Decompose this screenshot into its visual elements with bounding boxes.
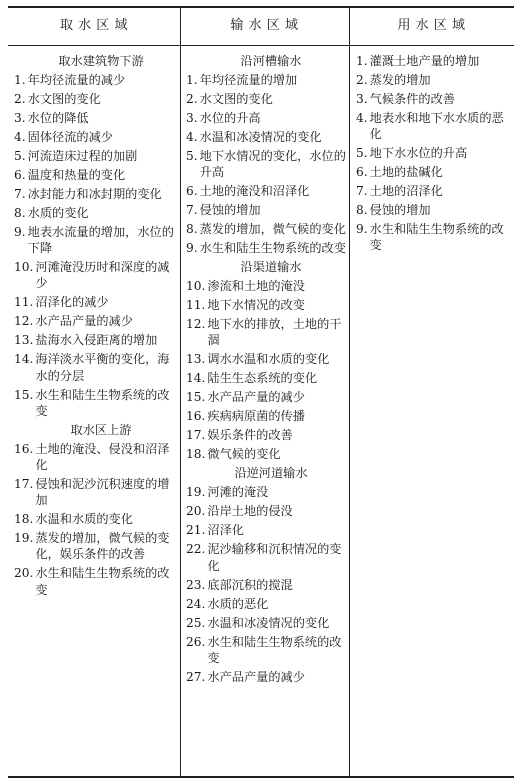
item-number: 9. [356,222,368,237]
list-item [186,72,346,88]
list-item [356,145,512,161]
item-text: 水生和陆生生物系统的改变 [199,241,346,256]
item-number: 16. [14,441,34,456]
item-number: 1. [356,54,368,68]
item-number: 3. [186,111,198,125]
list-item [14,511,178,527]
list-item [356,183,512,199]
list-item [186,370,346,386]
list-item [14,441,178,473]
list-item [356,91,512,107]
item-number: 27. [186,669,206,684]
table-top-rule [8,6,514,8]
column-divider-1 [180,7,181,776]
list-item [186,615,346,631]
item-number: 4. [356,111,368,125]
list-item [356,53,512,69]
item-text: 冰封能力和冰封期的变化 [27,187,162,201]
item-text: 侵蚀和泥沙沉积速度的增加 [35,477,170,508]
item-text: 水位的降低 [27,111,89,125]
list-item [186,577,346,593]
item-number: 18. [14,512,34,527]
list-item [14,476,178,508]
item-text: 水产品产量的减少 [35,314,133,329]
list-item [186,408,346,424]
section-subheading: 沿渠道输水 [240,260,302,275]
list-item [356,72,512,88]
item-text: 固体径流的减少 [27,130,113,144]
table-bottom-rule [8,776,514,778]
item-number: 11. [14,295,34,310]
item-number: 15. [186,390,206,405]
item-number: 4. [186,130,198,144]
item-number: 23. [186,577,206,592]
item-number: 21. [186,523,206,538]
item-number: 2. [186,92,198,106]
list-item [14,91,178,107]
item-number: 16. [186,409,206,424]
list-item [186,669,346,685]
list-item [186,297,346,313]
item-text: 水生和陆生生物系统的改变 [207,634,342,665]
item-number: 5. [356,146,368,161]
list-item [14,387,178,419]
item-number: 7. [14,187,26,201]
list-item [186,278,346,294]
item-text: 蒸发的增加 [369,73,431,87]
list-item [14,351,178,383]
header-conveyance-area: 输 水 区 域 [230,18,299,33]
item-text: 水温和水质的变化 [35,512,133,527]
item-number: 14. [14,352,34,367]
item-text: 海洋淡水平衡的变化，海水的分层 [35,352,170,383]
item-text: 水温和冰凌情况的变化 [199,130,322,144]
column-use-area [356,53,512,256]
section-subheading: 取水建筑物下游 [58,54,144,68]
item-number: 8. [356,203,368,218]
item-number: 7. [356,184,368,199]
list-item [14,224,178,256]
item-number: 7. [186,203,198,218]
item-text: 地下水情况的改变 [207,298,305,313]
item-number: 26. [186,634,206,649]
item-text: 水温和冰凌情况的变化 [207,615,330,630]
item-number: 1. [186,73,198,87]
item-number: 10. [14,260,34,275]
item-text: 水文图的变化 [199,92,273,106]
list-item [186,446,346,462]
item-text: 水生和陆生生物系统的改变 [35,387,170,418]
item-number: 25. [186,615,206,630]
list-item [186,389,346,405]
item-text: 底部沉积的搅混 [207,577,293,592]
column-intake-area [14,53,178,601]
item-number: 9. [14,225,26,239]
column-conveyance-area [186,53,346,688]
item-number: 8. [14,206,26,220]
list-item [14,167,178,183]
item-number: 12. [14,314,34,329]
item-number: 4. [14,130,26,144]
list-item [14,565,178,597]
list-item [14,313,178,329]
item-number: 6. [186,184,198,199]
item-text: 微气候的变化 [207,447,281,462]
list-item [14,294,178,310]
item-text: 年均径流量的增加 [199,73,298,87]
list-item [186,351,346,367]
item-number: 2. [14,92,26,106]
item-text: 河滩淹没历时和深度的减少 [35,260,170,291]
item-text: 侵蚀的增加 [369,203,431,218]
item-text: 娱乐条件的改善 [207,428,293,443]
item-text: 水质的恶化 [207,596,269,611]
list-item [356,202,512,218]
item-number: 13. [186,352,206,367]
item-number: 8. [186,222,198,237]
item-text: 气候条件的改善 [369,92,455,106]
list-item [14,530,178,562]
item-text: 陆生生态系统的变化 [207,371,318,386]
item-text: 调水水温和水质的变化 [207,352,330,367]
item-number: 22. [186,542,206,557]
list-item [186,183,346,199]
item-text: 水位的升高 [199,111,261,125]
list-item [186,541,346,573]
item-number: 2. [356,73,368,87]
list-item [186,522,346,538]
item-text: 渗流和土地的淹没 [207,279,305,294]
list-item [356,110,512,142]
item-number: 11. [186,298,206,313]
list-item [186,148,346,180]
item-text: 灌溉土地产量的增加 [369,54,480,68]
item-number: 14. [186,371,206,386]
list-item [14,129,178,145]
table-header-rule [8,45,514,46]
item-text: 蒸发的增加，微气候的变化，娱乐条件的改善 [35,531,170,562]
list-item [186,316,346,348]
list-item [14,186,178,202]
list-item [186,634,346,666]
item-text: 土地的淹没、侵没和沼泽化 [35,441,170,473]
list-item [186,91,346,107]
item-text: 水产品产量的减少 [207,390,305,405]
item-text: 地表水流量的增加，水位的下降 [27,225,174,256]
list-item [186,110,346,126]
item-text: 土地的淹没和沼泽化 [199,184,310,199]
item-number: 1. [14,73,26,87]
item-text: 水生和陆生生物系统的改变 [35,566,170,597]
item-number: 20. [14,566,34,581]
list-item [186,503,346,519]
item-text: 河流造床过程的加剧 [27,149,138,163]
list-item [356,221,512,253]
item-text: 沼泽化的减少 [35,295,109,310]
item-number: 24. [186,596,206,611]
header-use-area: 用 水 区 域 [397,18,466,33]
item-number: 5. [14,149,26,163]
item-number: 19. [14,531,34,546]
item-text: 水产品产量的减少 [207,669,305,684]
list-item [186,202,346,218]
list-item [14,72,178,88]
item-number: 6. [14,168,26,182]
item-number: 13. [14,333,34,348]
item-text: 水生和陆生生物系统的改变 [369,222,504,253]
item-number: 3. [14,111,26,125]
list-item [186,596,346,612]
item-number: 3. [356,92,368,106]
item-text: 水质的变化 [27,206,89,220]
item-text: 地下水情况的变化，水位的升高 [199,149,346,180]
item-text: 地下水的排放，土地的干涸 [207,317,342,348]
item-number: 6. [356,165,368,180]
item-text: 泥沙输移和沉积情况的变化 [207,542,342,573]
list-item [14,148,178,164]
section-subheading: 沿河槽输水 [240,54,302,68]
list-item [14,332,178,348]
item-text: 年均径流量的减少 [27,73,126,87]
column-divider-2 [349,7,350,776]
list-item [14,259,178,291]
item-text: 沿岸土地的侵没 [207,504,293,519]
item-number: 20. [186,504,206,519]
item-number: 10. [186,279,206,294]
section-subheading: 取水区上游 [70,422,132,437]
item-number: 15. [14,387,34,402]
item-text: 土地的盐碱化 [369,165,443,180]
list-item [14,205,178,221]
list-item [186,221,346,237]
item-number: 12. [186,317,206,332]
item-number: 5. [186,149,198,163]
item-number: 17. [186,428,206,443]
item-number: 19. [186,485,206,500]
list-item [186,129,346,145]
item-number: 17. [14,477,34,492]
item-text: 蒸发的增加，微气候的变化 [199,222,346,237]
item-text: 侵蚀的增加 [199,203,261,218]
item-text: 温度和热量的变化 [27,168,126,182]
item-text: 水文图的变化 [27,92,101,106]
header-intake-area: 取 水 区 域 [60,18,128,33]
item-number: 9. [186,241,198,256]
item-number: 18. [186,447,206,462]
list-item [356,164,512,180]
item-text: 地表水和地下水水质的恶化 [369,111,504,142]
item-text: 沼泽化 [207,523,244,538]
section-subheading: 沿逆河道输水 [234,466,308,481]
list-item [186,240,346,256]
item-text: 河滩的淹没 [207,485,269,500]
list-item [186,427,346,443]
item-text: 地下水水位的升高 [369,146,468,161]
list-item [14,110,178,126]
item-text: 盐海水入侵距离的增加 [35,333,158,348]
item-text: 疾病病原菌的传播 [207,409,305,424]
list-item [186,484,346,500]
item-text: 土地的沼泽化 [369,184,443,199]
